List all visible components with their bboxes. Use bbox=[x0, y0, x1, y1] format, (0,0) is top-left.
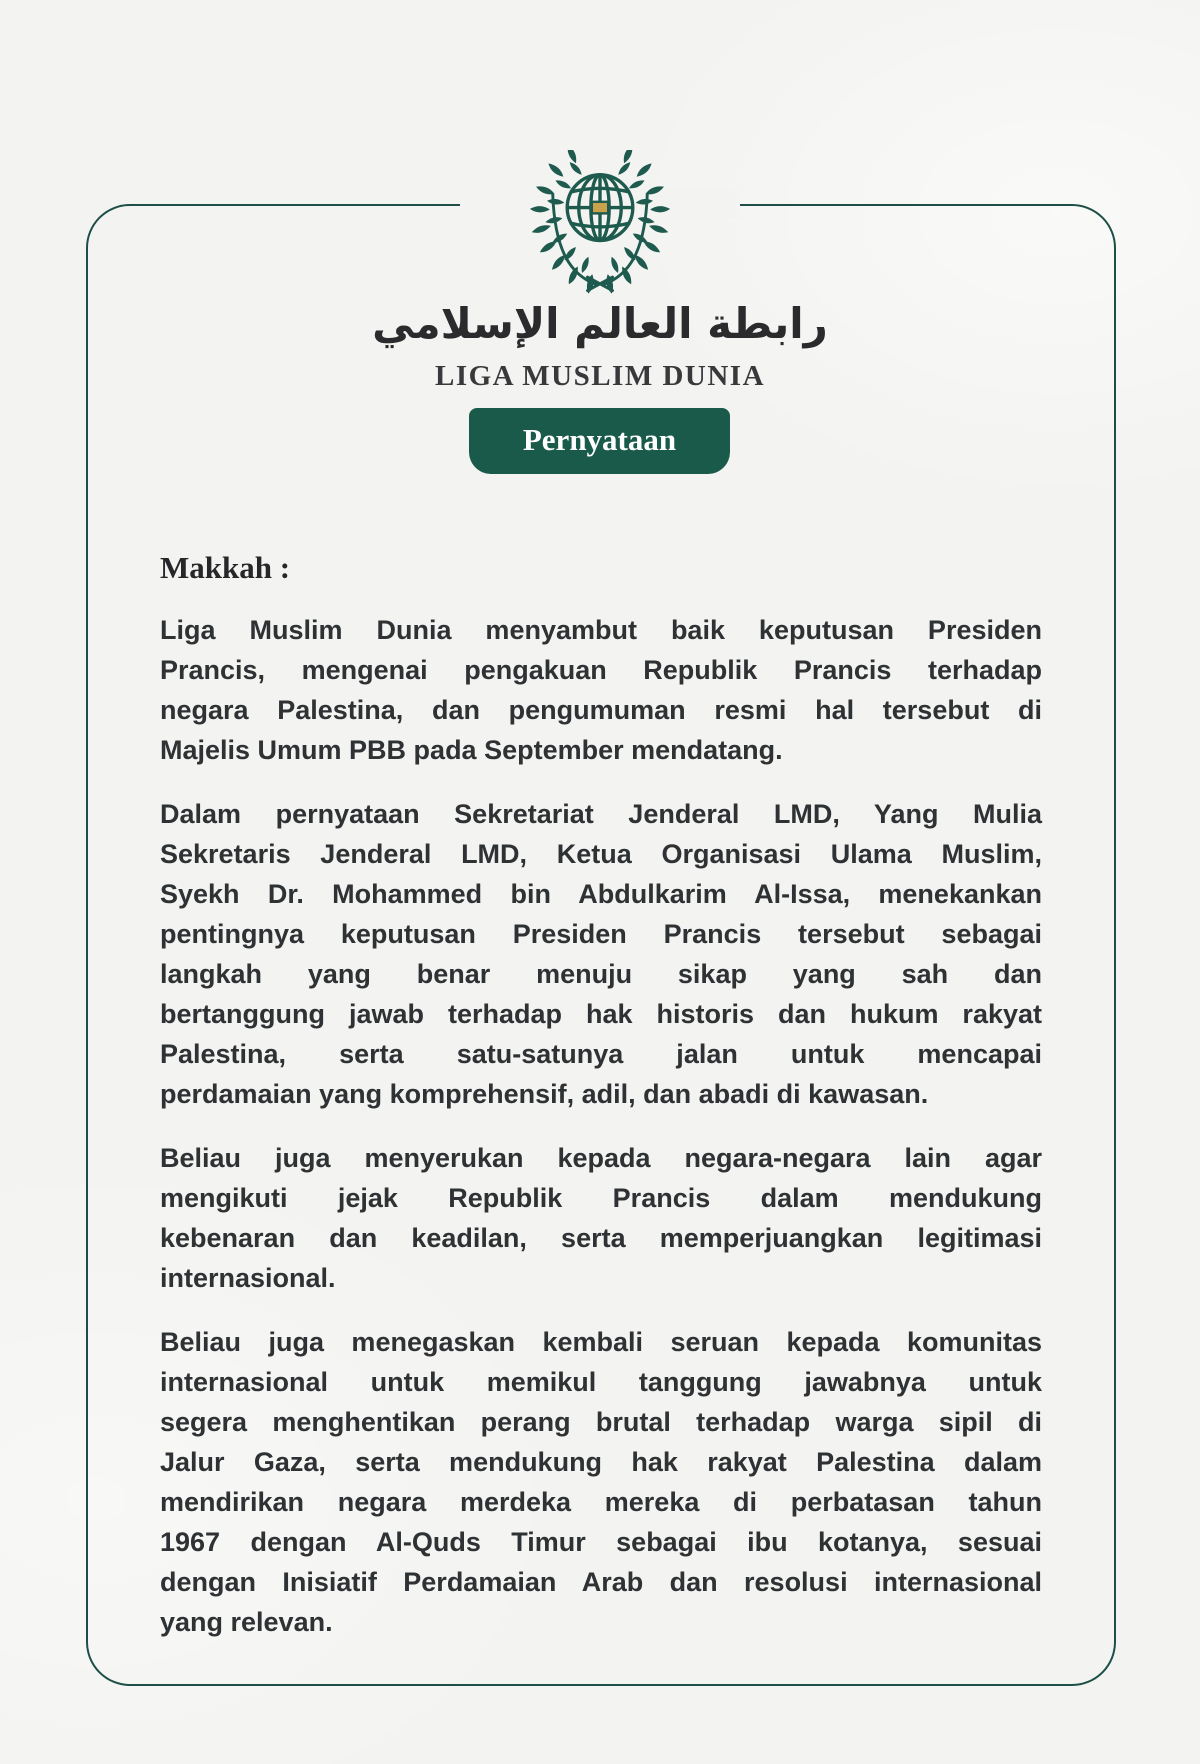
statement-badge bbox=[469, 408, 730, 474]
statement-line: Liga Muslim Dunia menyambut baik keputusan Presiden bbox=[160, 615, 1042, 645]
statement-paragraph bbox=[160, 1138, 1042, 1298]
statement-line: bertanggung jawab terhadap hak historis dan hukum rakyat bbox=[160, 999, 1042, 1029]
muslim-world-league-emblem-icon bbox=[518, 150, 682, 298]
statement-body bbox=[160, 548, 1042, 1642]
statement-line: segera menghentikan perang brutal terhadap warga sipil di bbox=[160, 1407, 1042, 1437]
statement-line: mengikuti jejak Republik Prancis dalam mendukung bbox=[160, 1183, 1042, 1213]
statement-line: dengan Inisiatif Perdamaian Arab dan resolusi internasional bbox=[160, 1567, 1042, 1597]
statement-paragraph bbox=[160, 794, 1042, 1114]
statement-line: langkah yang benar menuju sikap yang sah dan bbox=[160, 959, 1042, 989]
statement-line: yang relevan. bbox=[160, 1607, 333, 1637]
statement-line: Dalam pernyataan Sekretariat Jenderal LMD, Yang Mulia bbox=[160, 799, 1042, 829]
statement-line: Syekh Dr. Mohammed bin Abdulkarim Al-Issa, menekankan bbox=[160, 879, 1042, 909]
arabic-calligraphy-title: رابطة العالم الإسلامي bbox=[372, 299, 828, 348]
location-heading: Makkah : bbox=[160, 550, 291, 585]
statement-line: perdamaian yang komprehensif, adil, dan abadi di kawasan. bbox=[160, 1079, 929, 1109]
organization-name: LIGA MUSLIM DUNIA bbox=[434, 360, 766, 392]
statement-paragraph bbox=[160, 1322, 1042, 1642]
statement-line: 1967 dengan Al-Quds Timur sebagai ibu kotanya, sesuai bbox=[160, 1527, 1042, 1557]
statement-line: Beliau juga menyerukan kepada negara-negara lain agar bbox=[160, 1143, 1042, 1173]
statement-line: Sekretaris Jenderal LMD, Ketua Organisasi Ulama Muslim, bbox=[160, 839, 1042, 869]
statement-line: negara Palestina, dan pengumuman resmi hal tersebut di bbox=[160, 695, 1042, 725]
statement-line: Prancis, mengenai pengakuan Republik Prancis terhadap bbox=[160, 655, 1042, 685]
statement-line: internasional untuk memikul tanggung jawabnya untuk bbox=[160, 1367, 1042, 1397]
statement-line: Jalur Gaza, serta mendukung hak rakyat Palestina dalam bbox=[160, 1447, 1042, 1477]
statement-line: pentingnya keputusan Presiden Prancis tersebut sebagai bbox=[160, 919, 1042, 949]
statement-badge-label: Pernyataan bbox=[522, 422, 677, 457]
statement-line: Beliau juga menegaskan kembali seruan kepada komunitas bbox=[160, 1327, 1042, 1357]
statement-line: internasional. bbox=[160, 1263, 336, 1293]
statement-line: mendirikan negara merdeka mereka di perbatasan tahun bbox=[160, 1487, 1042, 1517]
statement-line: Palestina, serta satu-satunya jalan untuk mencapai bbox=[160, 1039, 1042, 1069]
statement-line: Majelis Umum PBB pada September mendatang. bbox=[160, 735, 783, 765]
statement-paragraph bbox=[160, 610, 1042, 770]
statement-line: kebenaran dan keadilan, serta memperjuangkan legitimasi bbox=[160, 1223, 1042, 1253]
